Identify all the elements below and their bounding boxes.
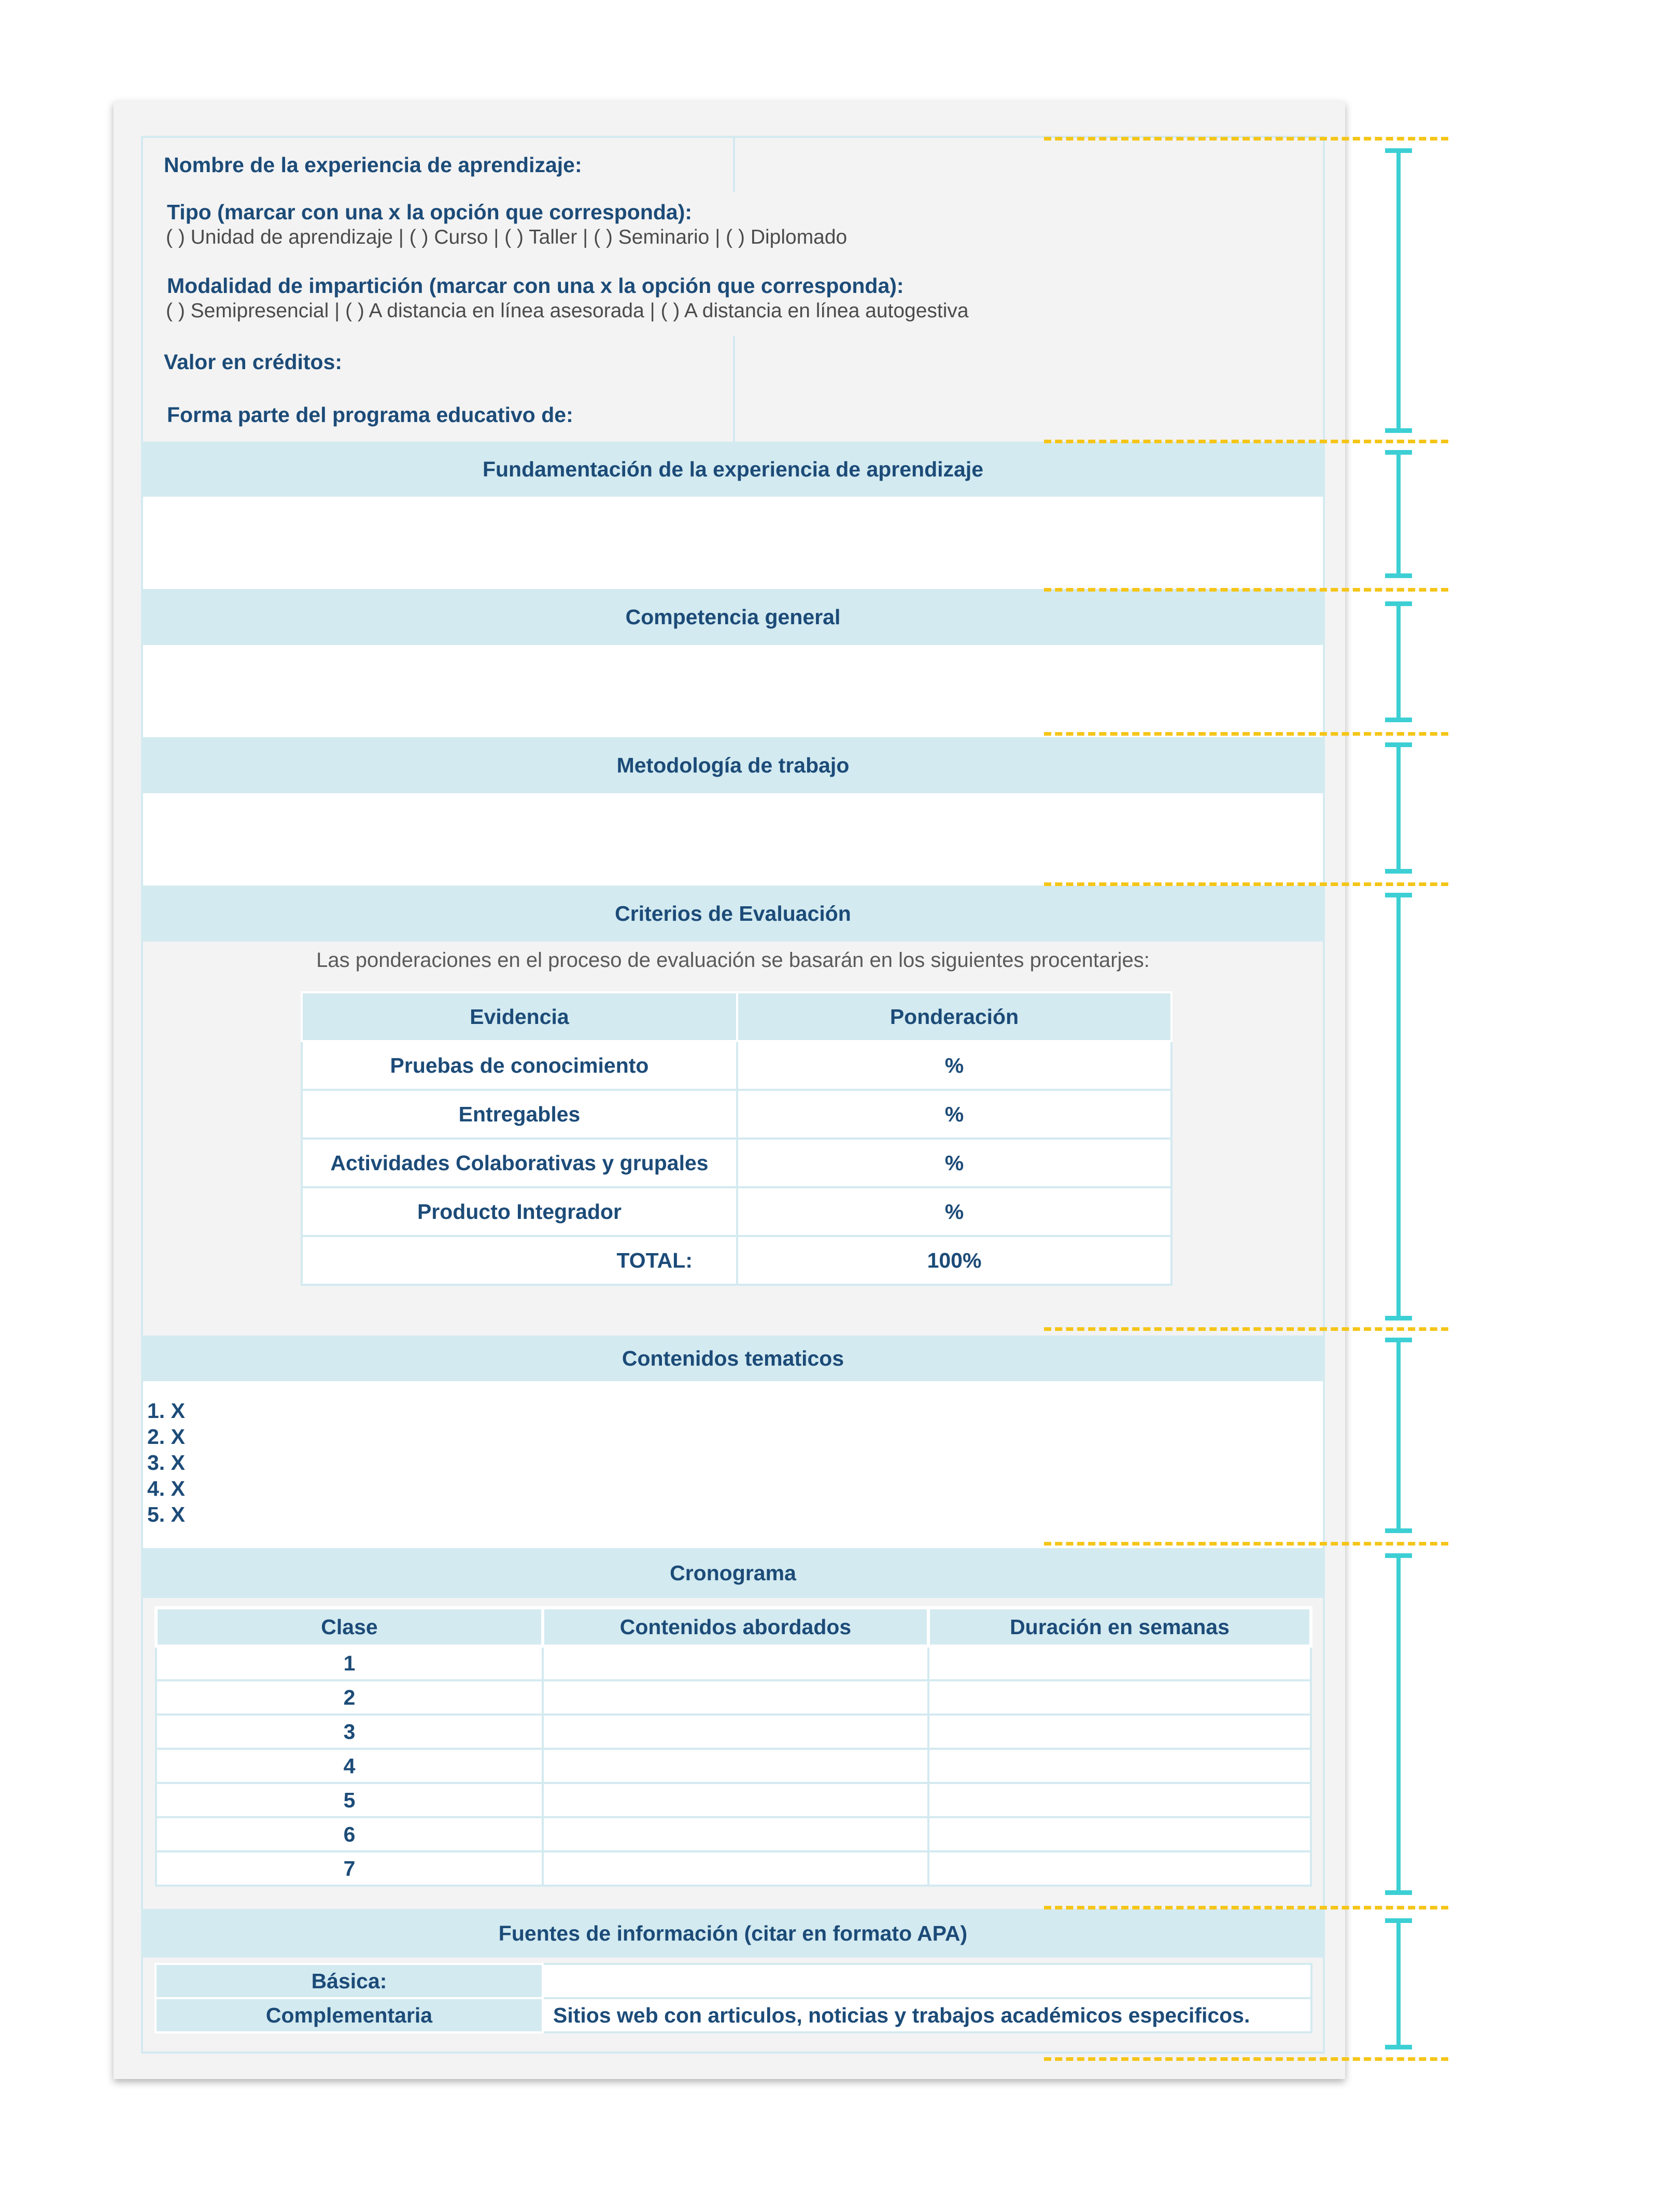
contenidos-title: Contenidos tematicos (622, 1346, 844, 1370)
criterios-intro: Las ponderaciones en el proceso de evaluación se basarán en los siguientes procentarjes: (316, 949, 1150, 972)
section-divider (1044, 1327, 1448, 1331)
section-divider (1044, 2057, 1448, 2061)
section-divider (1044, 732, 1448, 736)
col-clase-header: Clase (156, 1608, 543, 1646)
col-contenidos-header: Contenidos abordados (543, 1608, 928, 1646)
competencia-title: Competencia general (625, 605, 841, 629)
total-label: TOTAL: (302, 1236, 737, 1285)
section-divider (1044, 588, 1448, 592)
evidencia-cell: Producto Integrador (302, 1187, 737, 1236)
list-item: 4. X (147, 1477, 185, 1500)
clase-cell: 3 (156, 1715, 543, 1749)
section-divider (1044, 1542, 1448, 1546)
fuentes-title: Fuentes de información (citar en formato APA) (498, 1921, 968, 1945)
ponderacion-cell[interactable]: % (737, 1041, 1171, 1090)
col-duracion-header: Duración en semanas (928, 1608, 1311, 1646)
modalidad-label: Modalidad de impartición (marcar con una x la opción que corresponda): (167, 274, 904, 298)
section-divider (1044, 137, 1448, 141)
clase-cell: 5 (156, 1783, 543, 1817)
section-divider (1044, 882, 1448, 886)
complementaria-label: Complementaria (156, 1998, 543, 2032)
complementaria-value[interactable]: Sitios web con articulos, noticias y trabajos académicos especificos. (543, 1998, 1311, 2032)
clase-cell: 7 (156, 1851, 543, 1886)
list-item: 3. X (147, 1451, 185, 1474)
col-evidencia-header: Evidencia (302, 992, 737, 1041)
criterios-title: Criterios de Evaluación (615, 901, 851, 925)
clase-cell: 1 (156, 1646, 543, 1680)
form-frame (141, 136, 1325, 2054)
clase-cell: 4 (156, 1749, 543, 1783)
evidencia-cell: Pruebas de conocimiento (302, 1041, 737, 1090)
programa-label: Forma parte del programa educativo de: (167, 402, 573, 427)
section-divider (1044, 1906, 1448, 1909)
ponderacion-cell[interactable]: % (737, 1090, 1171, 1139)
clase-cell: 6 (156, 1817, 543, 1851)
list-item: 1. X (147, 1399, 185, 1423)
total-value: 100% (737, 1236, 1171, 1285)
tipo-label: Tipo (marcar con una x la opción que corresponda): (167, 200, 693, 224)
basica-label: Básica: (156, 1964, 543, 1998)
list-item: 5. X (147, 1502, 185, 1526)
list-item: 2. X (147, 1425, 185, 1449)
evidencia-cell: Actividades Colaborativas y grupales (302, 1139, 737, 1187)
cronograma-title: Cronograma (670, 1561, 796, 1585)
nombre-label: Nombre de la experiencia de aprendizaje: (164, 152, 582, 177)
creditos-label: Valor en créditos: (164, 349, 343, 374)
modalidad-options[interactable]: ( ) Semipresencial | ( ) A distancia en línea asesorada | ( ) A distancia en línea autogestiva (166, 300, 969, 322)
ponderacion-cell[interactable]: % (737, 1139, 1171, 1187)
section-divider (1044, 440, 1448, 443)
metodologia-title: Metodología de trabajo (616, 753, 850, 777)
tipo-options[interactable]: ( ) Unidad de aprendizaje | ( ) Curso | ( ) Taller | ( ) Seminario | ( ) Diplomado (166, 226, 848, 248)
fundamentacion-title: Fundamentación de la experiencia de aprendizaje (482, 457, 984, 481)
ponderacion-cell[interactable]: % (737, 1187, 1171, 1236)
evidencia-cell: Entregables (302, 1090, 737, 1139)
col-ponderacion-header: Ponderación (737, 992, 1171, 1041)
clase-cell: 2 (156, 1680, 543, 1715)
